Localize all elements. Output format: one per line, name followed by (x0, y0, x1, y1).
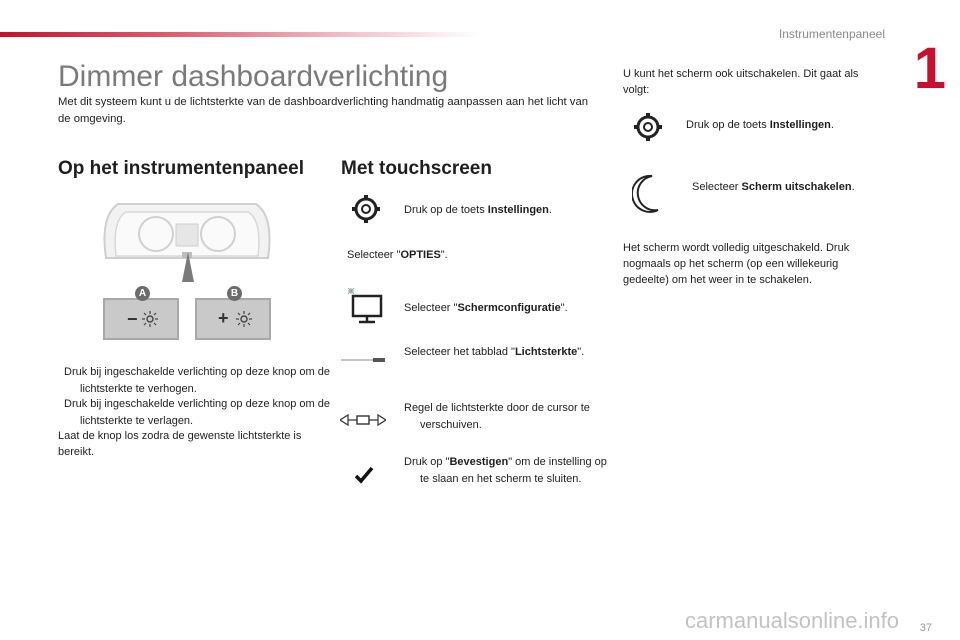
button-b-brightness-icon (236, 311, 252, 327)
mid-step-settings: Druk op de toets Instellingen. (404, 204, 552, 216)
chapter-number: 1 (913, 36, 946, 101)
heading-touchscreen: Met touchscreen (341, 158, 492, 179)
settings-gear-icon-right (634, 113, 662, 141)
moon-screen-off-icon (632, 174, 660, 214)
slider-cursor-icon (340, 413, 386, 427)
button-a-marker: A (135, 286, 150, 301)
intro-text: Met dit systeem kunt u de lichtsterkte van de dashboardverlichting handmatig aanpassen aan het licht van de omgeving. (58, 96, 589, 125)
left-note: Laat de knop los zodra de gewenste lichtsterkte is bereikt. (58, 430, 302, 458)
mid-step-confirm: Druk op "Bevestigen" om de instelling op te slaan en het scherm te sluiten. (404, 456, 607, 485)
mid-step-slider: Regel de lichtsterkte door de cursor te verschuiven. (404, 402, 590, 431)
section-label: Instrumentenpaneel (778, 27, 885, 41)
page-number: 37 (919, 622, 932, 634)
heading-instrument-panel: Op het instrumentenpaneel (58, 158, 304, 179)
screen-brightness-icon (343, 288, 385, 326)
right-intro: U kunt het scherm ook uitschakelen. Dit gaat als volgt: (623, 68, 859, 96)
button-a[interactable] (103, 298, 179, 340)
button-a-minus-symbol: − (127, 309, 138, 329)
left-step-decrease: Druk bij ingeschakelde verlichting op deze knop om de lichtsterkte te verlagen. (64, 398, 330, 427)
brightness-tab-icon (341, 356, 385, 364)
confirm-check-icon (354, 466, 374, 484)
page-title: Dimmer dashboardverlichting (58, 60, 449, 93)
mid-step-options: Selecteer "OPTIES". (347, 249, 448, 261)
top-accent-bar (0, 32, 480, 37)
right-step-settings: Druk op de toets Instellingen. (686, 119, 834, 131)
left-step-increase: Druk bij ingeschakelde verlichting op deze knop om de lichtsterkte te verhogen. (64, 366, 330, 395)
settings-gear-icon (352, 195, 380, 223)
mid-step-brightness-tab: Selecteer het tabblad "Lichtsterkte". (404, 346, 585, 358)
mid-step-screenconfig: Selecteer "Schermconfiguratie". (404, 302, 568, 314)
button-a-brightness-icon (142, 311, 158, 327)
button-b[interactable] (195, 298, 271, 340)
pointer-arrow-icon (182, 252, 194, 282)
right-step-screen-off: Selecteer Scherm uitschakelen. (692, 181, 855, 193)
button-b-plus-symbol: + (218, 308, 229, 328)
button-b-marker: B (227, 286, 242, 301)
right-outro: Het scherm wordt volledig uitgeschakeld. Druk nogmaals op het scherm (op een willekeurig gedeelte) om het weer in te schakelen. (623, 242, 850, 286)
watermark: carmanualsonline.info (685, 608, 900, 633)
